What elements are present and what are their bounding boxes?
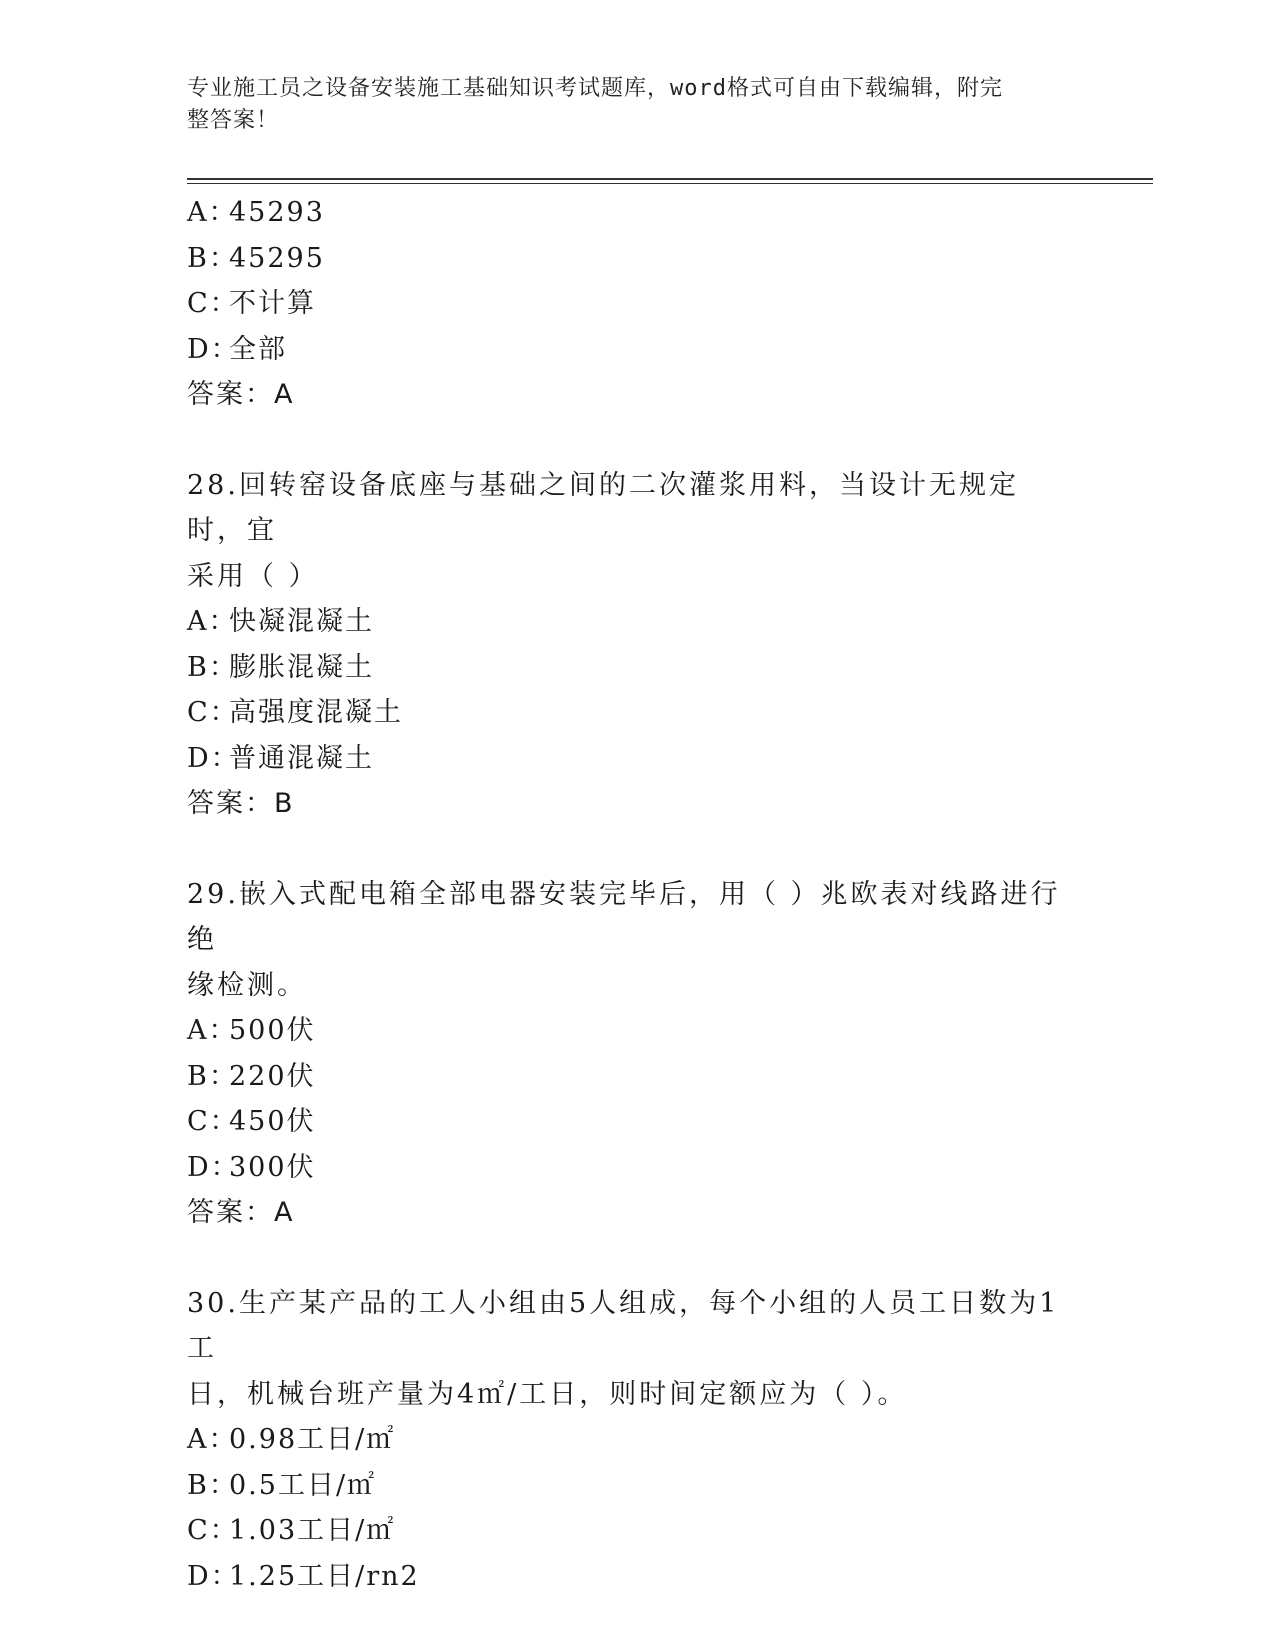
option-text: 300伏	[229, 1151, 316, 1183]
answer-line: 答案：A	[187, 1197, 295, 1228]
option-text: 500伏	[229, 1015, 316, 1046]
question-text	[187, 1281, 1067, 1418]
option-text: 膨胀混凝土	[229, 651, 374, 683]
header-title-line-2: 整答案！	[187, 108, 280, 133]
option-key: B：	[187, 1469, 238, 1501]
option-b	[187, 1463, 1087, 1509]
option-text: 1.03工日/㎡	[229, 1515, 396, 1546]
option-key: B：	[187, 1060, 238, 1092]
option-a	[187, 1417, 1087, 1463]
option-c	[187, 281, 1087, 327]
option-key: D：	[187, 742, 240, 774]
option-key: B：	[187, 651, 238, 683]
question-29	[187, 872, 1087, 1236]
question-28	[187, 463, 1087, 827]
option-key: C：	[187, 697, 239, 728]
option-key: A：	[187, 1424, 238, 1455]
option-b	[187, 1054, 1087, 1100]
option-text: 0.5工日/㎡	[229, 1469, 377, 1501]
option-c	[187, 690, 1087, 736]
option-key: A：	[187, 606, 238, 637]
option-key: D：	[187, 1560, 240, 1592]
question-27-tail	[187, 190, 1087, 418]
option-key: B：	[187, 242, 238, 274]
option-text: 不计算	[229, 288, 316, 319]
header-divider-thin	[187, 183, 1153, 184]
option-key: D：	[187, 1151, 240, 1183]
header-title-line-1: 专业施工员之设备安装施工基础知识考试题库，word格式可自由下载编辑，附完	[187, 76, 1003, 101]
option-text: 45293	[229, 197, 325, 228]
option-d	[187, 327, 1087, 373]
answer-line: 答案：A	[187, 379, 295, 410]
option-c	[187, 1508, 1087, 1554]
option-a	[187, 190, 1087, 236]
question-text-line-2: 日，机械台班产量为4㎡/工日，则时间定额应为（ ）。	[187, 1378, 908, 1410]
option-a	[187, 1008, 1087, 1054]
option-key: D：	[187, 333, 240, 365]
header-divider-thick	[187, 178, 1153, 180]
option-d	[187, 1145, 1087, 1191]
question-list	[187, 190, 1087, 1599]
option-key: A：	[187, 197, 238, 228]
option-b	[187, 645, 1087, 691]
option-a	[187, 599, 1087, 645]
option-text: 45295	[229, 242, 325, 274]
option-text: 0.98工日/㎡	[229, 1424, 396, 1455]
option-text: 220伏	[229, 1060, 316, 1092]
question-text-line-1: 30.生产某产品的工人小组由5人组成，每个小组的人员工日数为1工	[187, 1287, 1060, 1364]
option-text: 全部	[229, 333, 287, 365]
question-text-line-1: 28.回转窑设备底座与基础之间的二次灌浆用料，当设计无规定时，宜	[187, 469, 1019, 546]
option-text: 普通混凝土	[229, 742, 374, 774]
option-key: C：	[187, 1515, 239, 1546]
option-text: 1.25工日/rn2	[229, 1560, 420, 1592]
document-header	[187, 73, 1067, 137]
question-text	[187, 872, 1067, 1009]
option-text: 高强度混凝土	[229, 697, 403, 728]
option-b	[187, 236, 1087, 282]
question-text-line-1: 29.嵌入式配电箱全部电器安装完毕后，用（ ）兆欧表对线路进行绝	[187, 878, 1061, 955]
question-text-line-2: 采用（ ）	[187, 560, 319, 592]
question-30	[187, 1281, 1087, 1600]
question-text	[187, 463, 1067, 600]
option-key: C：	[187, 288, 239, 319]
answer-line: 答案：B	[187, 788, 295, 819]
option-text: 快凝混凝土	[229, 606, 374, 637]
option-d	[187, 736, 1087, 782]
option-key: A：	[187, 1015, 238, 1046]
question-text-line-2: 缘检测。	[187, 969, 307, 1001]
option-d	[187, 1554, 1087, 1600]
option-c	[187, 1099, 1087, 1145]
option-key: C：	[187, 1106, 239, 1137]
option-text: 450伏	[229, 1106, 316, 1137]
